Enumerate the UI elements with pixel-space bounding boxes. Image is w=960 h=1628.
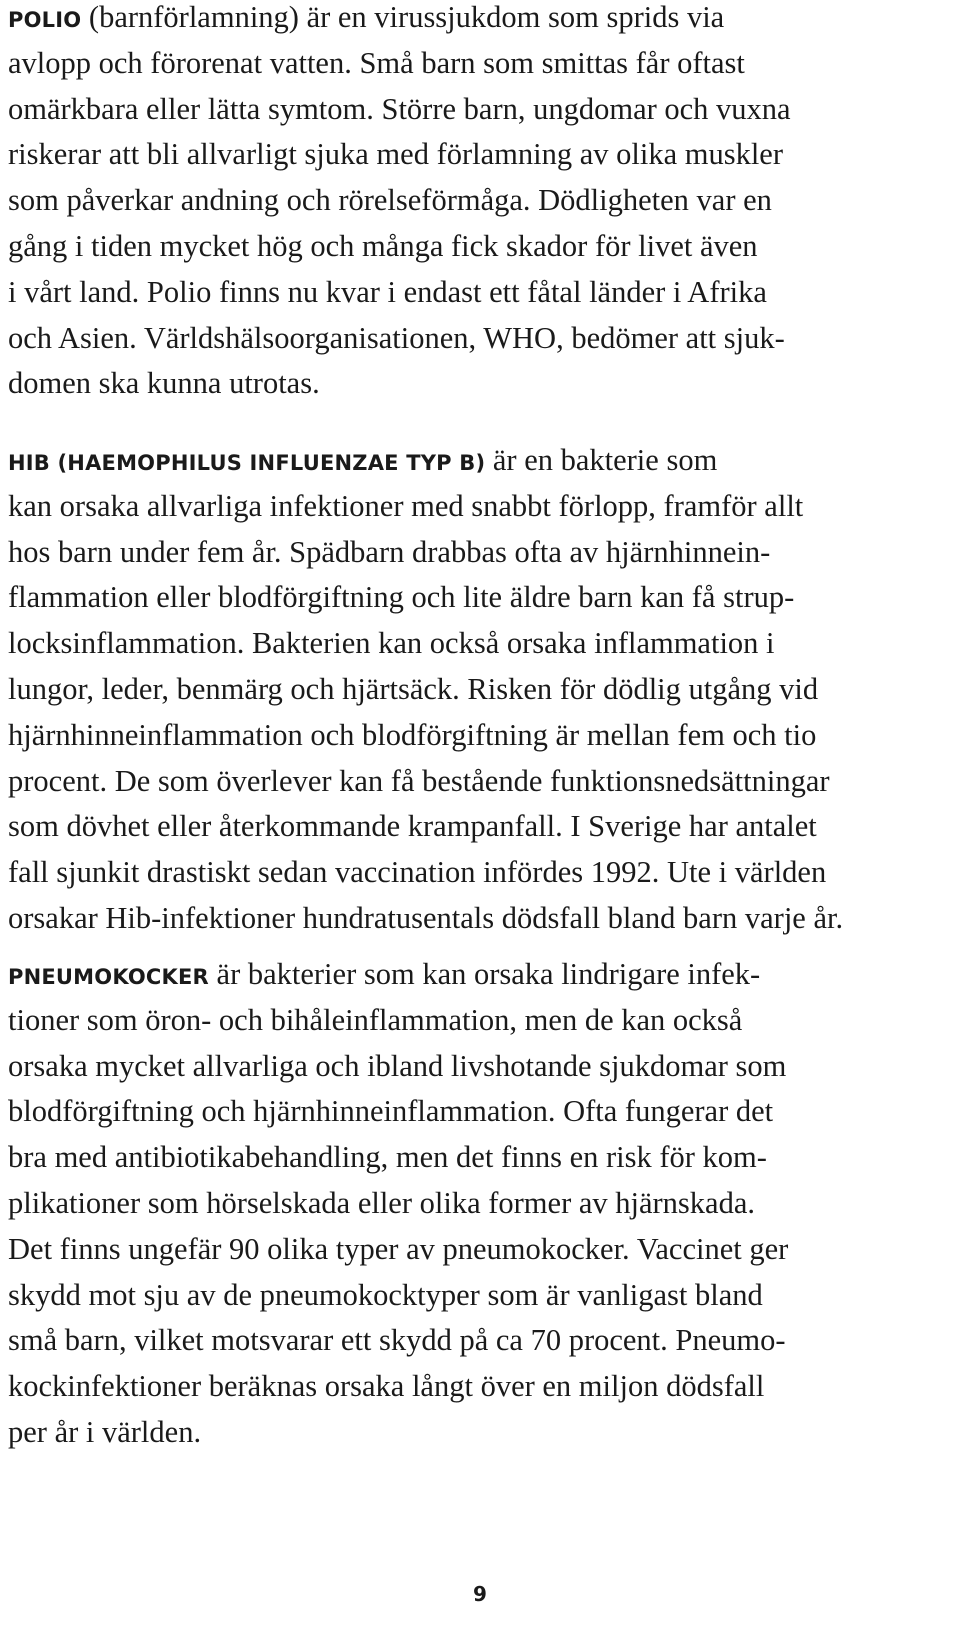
- page-number: 9: [473, 1582, 487, 1606]
- text-line: procent. De som överlever kan få bestående funktionsnedsättningar: [8, 763, 830, 798]
- text-line: omärkbara eller lätta symtom. Större barn, ungdomar och vuxna: [8, 91, 791, 126]
- section-hib: [8, 438, 956, 942]
- text-line: orsaka mycket allvarliga och ibland livshotande sjukdomar som: [8, 1048, 787, 1083]
- text-line: som påverkar andning och rörelseförmåga. Dödligheten var en: [8, 183, 772, 218]
- text-line: skydd mot sju av de pneumokocktyper som är vanligast bland: [8, 1277, 763, 1312]
- text-line: kan orsaka allvarliga infektioner med snabbt förlopp, framför allt: [8, 488, 804, 523]
- text-line: tioner som öron- och bihåleinflammation, men de kan också: [8, 1002, 743, 1037]
- text-line: domen ska kunna utrotas.: [8, 366, 320, 401]
- section-term: POLIO: [8, 8, 82, 32]
- text-line: POLIO (barnförlamning) är en virussjukdom som sprids via: [8, 0, 725, 34]
- section-term: PNEUMOKOCKER: [8, 965, 209, 989]
- section-term: HIB (HAEMOPHILUS INFLUENZAE TYP B): [8, 451, 486, 475]
- text-line: fall sjunkit drastiskt sedan vaccination infördes 1992. Ute i världen: [8, 855, 827, 890]
- text-line: HIB (HAEMOPHILUS INFLUENZAE TYP B) är en bakterie som: [8, 443, 718, 477]
- text-line: riskerar att bli allvarligt sjuka med förlamning av olika muskler: [8, 137, 783, 172]
- text-line: flammation eller blodförgiftning och lite äldre barn kan få strup-: [8, 580, 795, 615]
- text-line: i vårt land. Polio finns nu kvar i endast ett fåtal länder i Afrika: [8, 274, 767, 309]
- text-line: hjärnhinneinflammation och blodförgiftning är mellan fem och tio: [8, 717, 817, 752]
- text-line: orsakar Hib-infektioner hundratusentals dödsfall bland barn varje år.: [8, 900, 844, 935]
- text-line: per år i världen.: [8, 1414, 202, 1449]
- text-line: som dövhet eller återkommande krampanfall. I Sverige har antalet: [8, 809, 817, 844]
- text-line: små barn, vilket motsvarar ett skydd på ca 70 procent. Pneumo-: [8, 1323, 786, 1358]
- text-line: plikationer som hörselskada eller olika former av hjärnskada.: [8, 1185, 755, 1220]
- text-line: och Asien. Världshälsoorganisationen, WHO, bedömer att sjuk-: [8, 320, 785, 355]
- text-line: bra med antibiotikabehandling, men det finns en risk för kom-: [8, 1140, 767, 1175]
- text-line: blodförgiftning och hjärnhinneinflammation. Ofta fungerar det: [8, 1094, 774, 1129]
- text-line: lungor, leder, benmärg och hjärtsäck. Risken för dödlig utgång vid: [8, 671, 819, 706]
- text-line: kockinfektioner beräknas orsaka långt över en miljon dödsfall: [8, 1369, 765, 1404]
- text-line: Det finns ungefär 90 olika typer av pneumokocker. Vaccinet ger: [8, 1231, 789, 1266]
- text-line: locksinflammation. Bakterien kan också orsaka inflammation i: [8, 626, 775, 661]
- section-polio: [8, 0, 956, 407]
- text-line: hos barn under fem år. Spädbarn drabbas ofta av hjärnhinnein-: [8, 534, 771, 569]
- text-line: gång i tiden mycket hög och många fick skador för livet även: [8, 228, 758, 263]
- text-line: avlopp och förorenat vatten. Små barn som smittas får oftast: [8, 45, 745, 80]
- text-line: PNEUMOKOCKER är bakterier som kan orsaka lindrigare infek-: [8, 957, 761, 991]
- section-pneumokocker: [8, 952, 956, 1456]
